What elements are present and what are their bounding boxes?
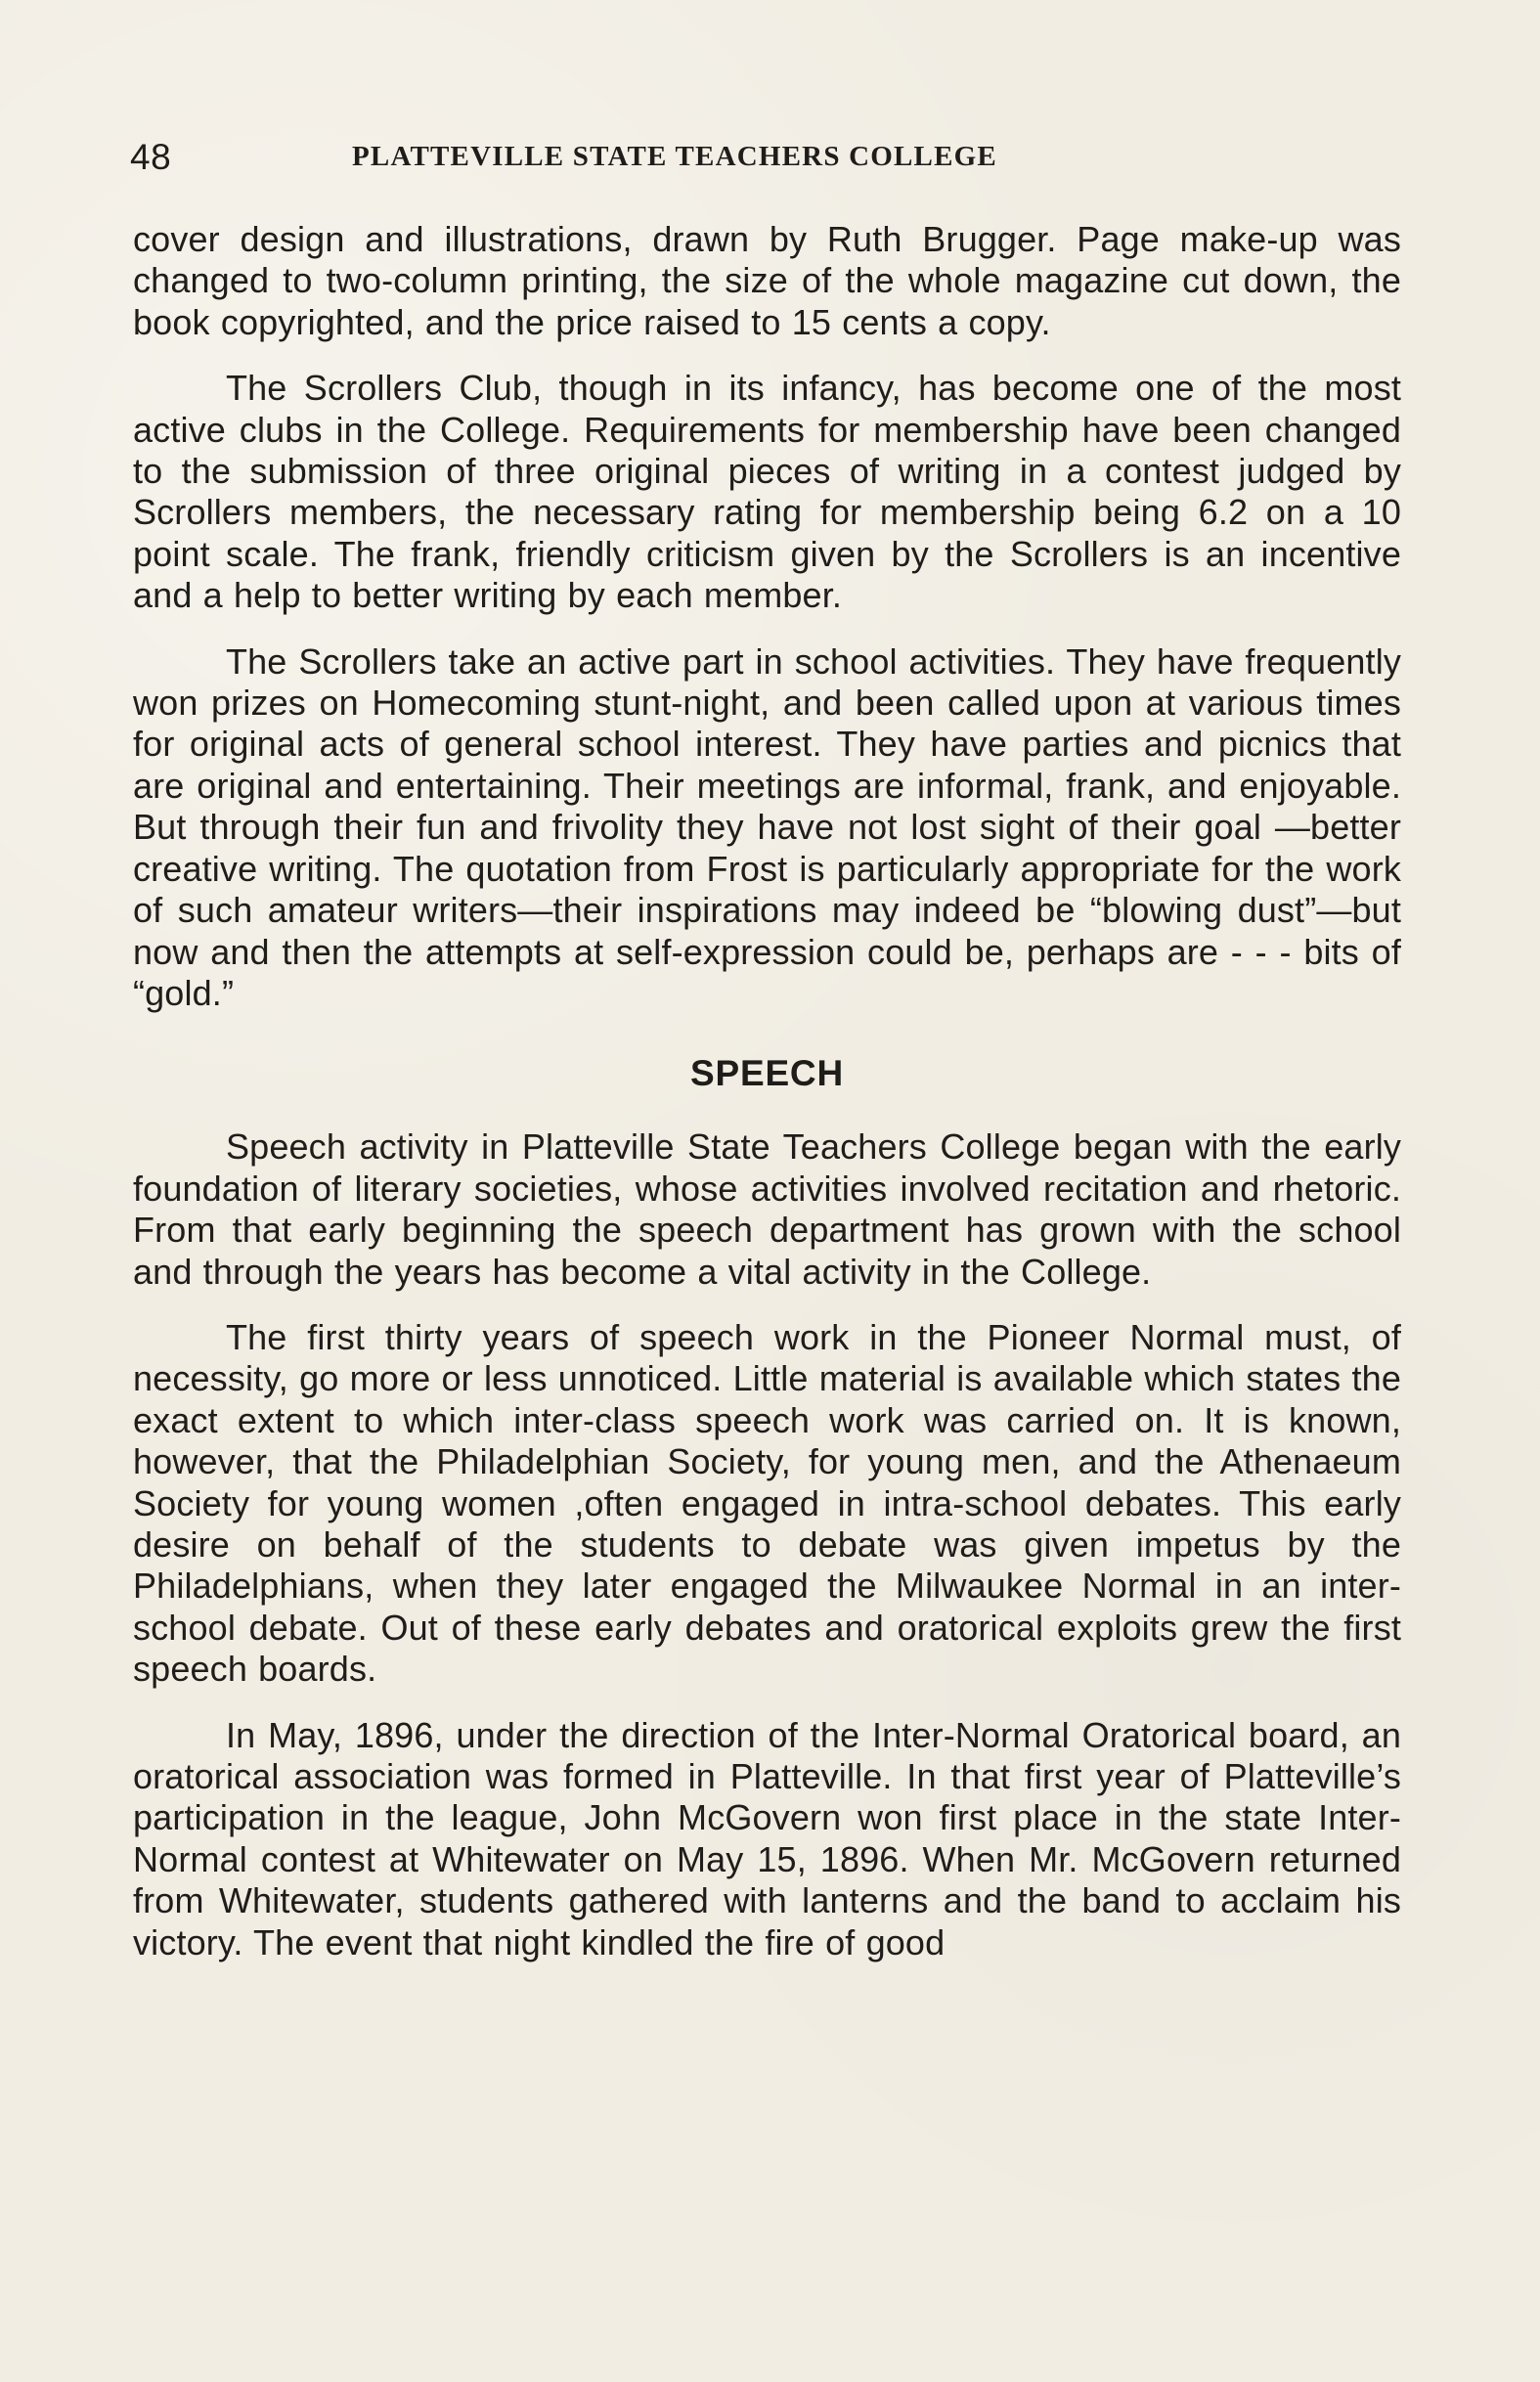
paragraph-3: The Scrollers take an active part in school activities. They have frequently won prizes on Homecoming stunt-night, and been called upon at various times for original acts of general school interest. They have parties and picnics that are original and entertaining. Their meetings are informal, frank, and enjoyable. But through their fun and frivolity they have not lost sight of their goal —better creative writing. The quotation from Frost is particularly appropriate for the work of such amateur writers—their inspirations may indeed be “blowing dust”—but now and then the attempts at self-expression could be, perhaps are - - - bits of “gold.”	[133, 640, 1401, 1013]
running-head: PLATTEVILLE STATE TEACHERS COLLEGE	[352, 141, 997, 172]
paragraph-5: The first thirty years of speech work in the Pioneer Normal must, of necessity, go more or less unnoticed. Little material is available which states the exact extent to which inter-class speech work was carried on. It is known, however, that the Philadelphian Society, for young men, and the Athenaeum Society for young women ,often engaged in intra-school debates. This early desire on behalf of the students to debate was given impetus by the Philadelphians, when they later engaged the Milwaukee Normal in an inter-school debate. Out of these early debates and oratorical exploits grew the first speech boards.	[133, 1316, 1401, 1690]
page-header	[130, 135, 1421, 186]
paragraph-6: In May, 1896, under the direction of the Inter-Normal Oratorical board, an oratorical association was formed in Platteville. In that first year of Platteville’s participation in the league, John McGovern won first place in the state Inter-Normal contest at Whitewater on May 15, 1896. When Mr. McGovern returned from Whitewater, students gathered with lanterns and the band to acclaim his victory. The event that night kindled the fire of good	[133, 1714, 1401, 1963]
page-number: 48	[130, 137, 172, 177]
paragraph-1: cover design and illustrations, drawn by Ruth Brugger. Page make-up was changed to two-column printing, the size of the whole magazine cut down, the book copyrighted, and the price raised to 15 cents a copy.	[133, 219, 1401, 342]
document-body	[133, 219, 1401, 1988]
paragraph-2: The Scrollers Club, though in its infancy, has become one of the most active clubs in the College. Requirements for membership have been changed to the submission of three original pieces of writing in a contest judged by Scrollers members, the necessary rating for membership being 6.2 on a 10 point scale. The frank, friendly criticism given by the Scrollers is an incentive and a help to better writing by each member.	[133, 368, 1401, 616]
paragraph-4: Speech activity in Platteville State Teachers College began with the early foundation of literary societies, whose activities involved recitation and rhetoric. From that early beginning the speech department has grown with the school and through the years has become a vital activity in the College.	[133, 1126, 1401, 1292]
section-heading-speech: SPEECH	[690, 1053, 844, 1094]
